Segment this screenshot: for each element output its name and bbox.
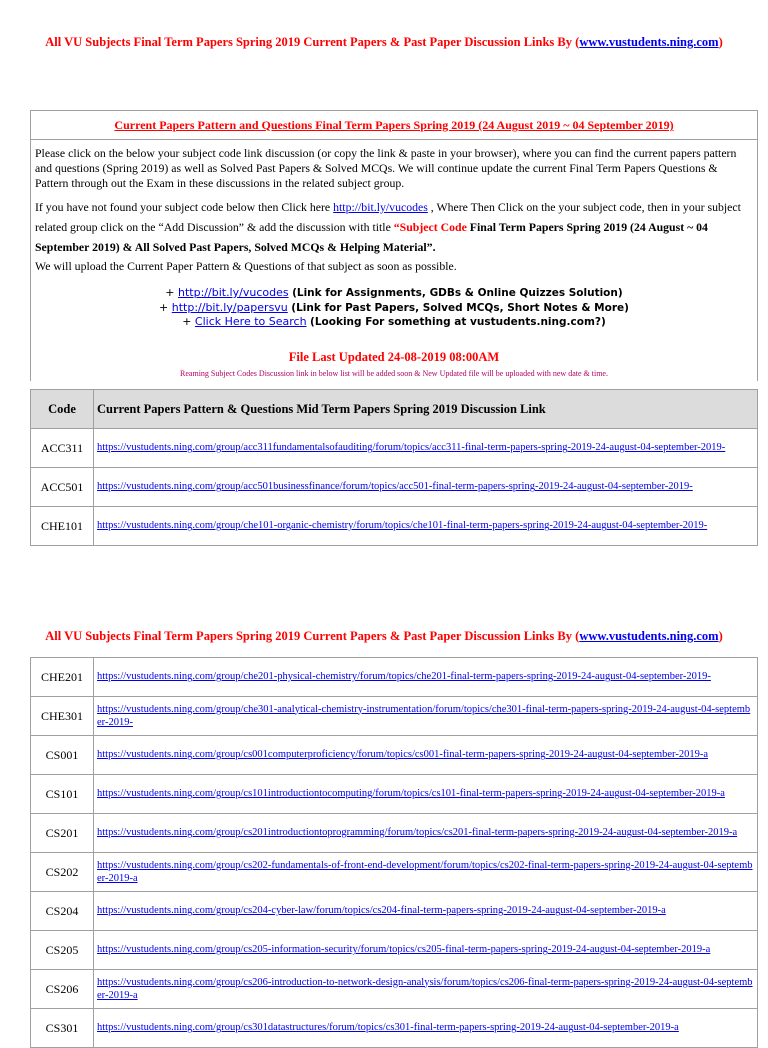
subject-code: CS205 [31, 931, 94, 970]
discussion-links-table-2 [30, 657, 758, 1048]
discussion-link-cell [94, 775, 758, 814]
discussion-link-cell [94, 507, 758, 546]
header-text: All VU Subjects Final Term Papers Spring 2019 Current Papers & Past Paper Discussion Links By ( [45, 629, 580, 643]
discussion-link[interactable]: https://vustudents.ning.com/group/cs204-cyber-law/forum/topics/cs204-final-term-papers-spring-2019-24-august-04-september-2019-a [97, 905, 666, 917]
last-updated: File Last Updated 24-08-2019 08:00AM [288, 349, 500, 364]
discussion-link-cell [94, 468, 758, 507]
discussion-link[interactable]: https://vustudents.ning.com/group/cs301datastructures/forum/topics/cs301-final-term-papers-spring-2019-24-august-04-september-2019-a [97, 1022, 679, 1034]
discussion-link[interactable]: https://vustudents.ning.com/group/che301-analytical-chemistry-instrumentation/forum/topics/che301-final-term-papers-spring-2019-24-august-04-september-2019- [97, 703, 751, 728]
header-close: ) [718, 629, 723, 643]
intro-paragraph-1: Please click on the below your subject code link discussion (or copy the link & paste in your browser), where you can find the current papers pattern and questions (Spring 2019) as well as Solved Past Papers & Solved MCQs. We will continue update the current Final Term Papers Questions & Pattern through out the Exam in these discussions in the related subject group. [35, 146, 737, 190]
intro-paragraph-2 [35, 197, 753, 257]
table-row [31, 931, 758, 970]
table-row [31, 775, 758, 814]
table-row [31, 736, 758, 775]
assignments-link[interactable]: http://bit.ly/vucodes [178, 286, 289, 299]
discussion-link[interactable]: https://vustudents.ning.com/group/acc311fundamentalsofauditing/forum/topics/acc311-final-term-papers-spring-2019-24-august-04-september-2019- [97, 442, 726, 454]
subject-code: CS204 [31, 892, 94, 931]
plus-sign: + [182, 315, 192, 328]
discussion-link[interactable]: https://vustudents.ning.com/group/che201-physical-chemistry/forum/topics/che201-final-term-papers-spring-2019-24-august-04-september-2019- [97, 671, 711, 683]
table-row [31, 507, 758, 546]
subject-code-label: “Subject Code [393, 220, 467, 234]
header-site-link[interactable]: www.vustudents.ning.com [579, 35, 719, 49]
discussion-link-cell [94, 970, 758, 1009]
discussion-link[interactable]: https://vustudents.ning.com/group/acc501businessfinance/forum/topics/acc501-final-term-papers-spring-2019-24-august-04-september-2019- [97, 481, 693, 493]
intro-body [31, 140, 757, 381]
discussion-link-cell [94, 1009, 758, 1048]
discussion-link-cell [94, 658, 758, 697]
discussion-link[interactable]: https://vustudents.ning.com/group/cs101introductiontocomputing/forum/topics/cs101-final-term-papers-spring-2019-24-august-04-september-2019-a [97, 788, 725, 800]
page-header-second [0, 629, 768, 644]
plus-sign: + [165, 286, 175, 299]
discussion-link-cell [94, 931, 758, 970]
vucodes-link[interactable]: http://bit.ly/vucodes [333, 200, 428, 214]
resource-link-item [35, 301, 753, 316]
table-row [31, 697, 758, 736]
discussion-link[interactable]: https://vustudents.ning.com/group/cs206-introduction-to-network-design-analysis/forum/topics/cs206-final-term-papers-spring-2019-24-august-04-september-2019-a [97, 976, 753, 1001]
subject-code: CHE201 [31, 658, 94, 697]
discussion-title-format: Final Term Papers Spring 2019 (24 August ~ 04 September 2019) & All Solved Past Papers, Solved MCQs & Helping Material”. [35, 220, 708, 254]
table-row [31, 468, 758, 507]
intro-title: Current Papers Pattern and Questions Final Term Papers Spring 2019 (24 August 2019 ~ 04 September 2019) [31, 111, 757, 140]
table-row [31, 658, 758, 697]
header-code: Code [31, 390, 94, 429]
header-site-link[interactable]: www.vustudents.ning.com [579, 629, 719, 643]
subject-code: CS201 [31, 814, 94, 853]
plus-sign: + [159, 300, 169, 314]
papers-link[interactable]: http://bit.ly/papersvu [171, 300, 288, 314]
table-row [31, 814, 758, 853]
papers-link-desc: (Link for Past Papers, Solved MCQs, Short Notes & More) [291, 301, 629, 314]
search-link[interactable]: Click Here to Search [194, 315, 307, 328]
intro-paragraph-2-text-a: If you have not found your subject code below then Click here [35, 200, 334, 214]
subject-code: CS101 [31, 775, 94, 814]
subject-code: CS001 [31, 736, 94, 775]
discussion-link[interactable]: https://vustudents.ning.com/group/cs201introductiontoprogramming/forum/topics/cs201-final-term-papers-spring-2019-24-august-04-september-2019-a [97, 827, 738, 839]
discussion-links-table-1 [30, 389, 758, 546]
intro-box [30, 110, 758, 381]
discussion-link-cell [94, 697, 758, 736]
discussion-link[interactable]: https://vustudents.ning.com/group/cs001computerproficiency/forum/topics/cs001-final-term-papers-spring-2019-24-august-04-september-2019-a [97, 749, 708, 761]
discussion-link-cell [94, 429, 758, 468]
discussion-link[interactable]: https://vustudents.ning.com/group/cs202-fundamentals-of-front-end-development/forum/topics/cs202-final-term-papers-spring-2019-24-august-04-september-2019-a [97, 859, 753, 884]
intro-paragraph-3: We will upload the Current Paper Pattern & Questions of that subject as soon as possible. [35, 259, 457, 273]
intro-paragraph-2-text-b: , Where Then Click on the your subject code, then in your subject related group click on the “Add Discussion” & add the discussion with title [35, 200, 741, 234]
discussion-link[interactable]: https://vustudents.ning.com/group/cs205-information-security/forum/topics/cs205-final-term-papers-spring-2019-24-august-04-september-2019-a [97, 944, 711, 956]
discussion-link-cell [94, 892, 758, 931]
header-link: Current Papers Pattern & Questions Mid Term Papers Spring 2019 Discussion Link [94, 390, 758, 429]
subject-code: ACC311 [31, 429, 94, 468]
discussion-link-cell [94, 853, 758, 892]
subject-code: CHE301 [31, 697, 94, 736]
discussion-link-cell [94, 736, 758, 775]
search-link-desc: (Looking For something at vustudents.ning.com?) [310, 316, 606, 328]
subject-code: ACC501 [31, 468, 94, 507]
assignments-link-desc: (Link for Assignments, GDBs & Online Quizzes Solution) [292, 287, 623, 299]
header-close: ) [718, 35, 723, 49]
table-row [31, 892, 758, 931]
subject-code: CS202 [31, 853, 94, 892]
table-row [31, 853, 758, 892]
header-text: All VU Subjects Final Term Papers Spring 2019 Current Papers & Past Paper Discussion Links By ( [45, 35, 580, 49]
discussion-link-cell [94, 814, 758, 853]
table-row [31, 970, 758, 1009]
subject-code: CHE101 [31, 507, 94, 546]
subject-code: CS301 [31, 1009, 94, 1048]
page-header-top [0, 35, 768, 50]
remaining-note: Reaming Subject Codes Discussion link in below list will be added soon & New Updated file will be uploaded with new date & time. [180, 368, 608, 378]
table-row [31, 1009, 758, 1048]
resource-links [35, 286, 753, 330]
resource-link-item [35, 286, 753, 301]
subject-code: CS206 [31, 970, 94, 1009]
table-row [31, 429, 758, 468]
discussion-link[interactable]: https://vustudents.ning.com/group/che101-organic-chemistry/forum/topics/che101-final-term-papers-spring-2019-24-august-04-september-2019- [97, 520, 708, 532]
table-header-row [31, 390, 758, 429]
resource-link-item [35, 315, 753, 330]
